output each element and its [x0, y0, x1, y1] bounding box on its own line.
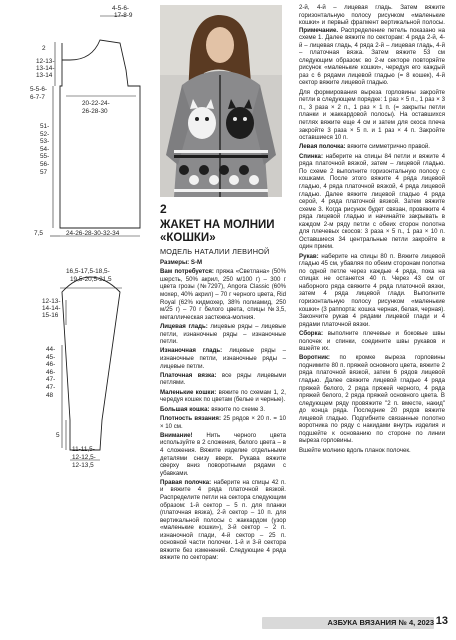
collar-text: по кромке выреза горловины поднимите 80 п. пряжей основного цвета, вяжите 2 ряда платочной вязкой, затем 6 рядов лицевой гладью. Далее свяжите лицевой гладью 4 ряда пряжей белого, 2 ряда пряжей черного, 4 ряда пряжей белого, 2 ряда пряжей основного цвета. В следующем ряду провяжите "2 п. вместе, накид" до конца ряда. Последние 20 рядов вяжите лицевой гладью. Подгибните связанные полотно воротника по ряду с накидами внутрь изделия и подшейте к основанию по стороне по линии выреза горловины.	[299, 354, 445, 445]
sleeve-label-left-c: 15-16	[42, 312, 59, 319]
assembly-text: выполните плечевые и боковые швы полочек и спинки, соедините швы рукавов и вшейте их.	[299, 329, 445, 353]
gauge-label: Плотность вязания:	[160, 414, 221, 422]
right-front-label: Правая полочка:	[160, 478, 212, 486]
materials-text: пряжа «Светлана» (50% шерсть, 50% акрил, 250 м/100 г) – 300 г цвета грозы (№7297), Angora Classic (60% мохер, 40% акрил) – 70 г черного цвета, Rid Royal (62% кидмохер, 38% полиамид, 250 м/25 г) – 70 г белого цвета, спицы №3,5, металлическая застежка-молния.	[160, 268, 286, 321]
article-title	[160, 219, 286, 245]
pattern-schematics	[0, 0, 152, 600]
sizes-paragraph	[160, 259, 286, 267]
stitch-big-cat-text: вяжите по схеме 3.	[209, 405, 266, 413]
sleeve-label-top-a: 16,5-17,5-18,5-	[66, 268, 110, 275]
article-number: 2	[160, 202, 167, 216]
sizes-value: S-M	[189, 259, 203, 266]
article-subtitle: МОДЕЛЬ НАТАЛИИ ЛЕВИНОЙ	[160, 247, 270, 256]
front-label-bottom: 24-26-28-30-32-34	[66, 230, 120, 237]
sleeve-length-1: 45-	[46, 353, 56, 361]
sleeve-dimension-lines	[60, 288, 122, 460]
note-text: Распределение петель показано на схеме 1. Далее вяжите по секторам: 4 ряда 2-й, 4-й – лицевая гладь, 4 ряда 2-й – лицевая гладь, 4-й – платочная вязка. Затем вяжите 53 см следующим образом: во 2-м секторе повторяйте рисунок «маленькие кошки», чередуя его каждый раз с 6 рядами лицевой гладью (= 8 кошек), 4-й сектор вяжите лицевой гладью.	[299, 26, 445, 87]
sleeve-label-bottom-c: 12-13,5	[72, 462, 94, 469]
sleeve-label-left-a: 12-13-	[42, 298, 61, 305]
neckline-paragraph: Для формирования выреза горловины закройте петли в следующем порядке: 1 раз × 5 п., 1 раз × 3 п., 3 раза × 2 п., 1 раз × 1 п. (= закрыты петли планки и жаккардовой полосы). На оставшихся петлях вяжите еще 4 см и затем для скоса плеча закройте 3 раза × 5 п. и 1 раз × 4 п. Закройте оставшиеся 10 п.	[299, 88, 445, 142]
sleeve-label-bottom-b: 12-12,5-	[72, 454, 96, 461]
sleeve-label-cuff: 5	[56, 432, 60, 439]
materials-label: Вам потребуется:	[160, 268, 214, 276]
right-front-text: наберите на спицы 42 п. и вяжите 4 ряда платочной вязкой. Распределите петли на сектора следующим образом: 1-й сектор – 5 п. для планки (платочная вязка), 2-й сектор – 10 п. для вертикальной полосы с жаккардом (узор «маленькие кошки»), 3-й сектор – 2 п. изнаночной глади, 4-й сектор – 25 п. основной части полочки. 1-й и 3-й сектора вяжите без изменений. Следующие 4 ряда вяжите по секторам:	[160, 478, 286, 562]
page-number: 13	[435, 615, 448, 627]
stitch-stockinette	[160, 323, 286, 346]
front-length-3: 54-	[40, 145, 50, 153]
continuation-paragraph	[299, 4, 445, 87]
front-label-inner-a: 20-22-24-	[82, 100, 110, 107]
front-label-bottom-left: 7,5	[34, 230, 43, 237]
front-length-6: 57	[40, 168, 48, 176]
article-column-left	[160, 200, 286, 564]
zipper-paragraph: Вшейте молнию вдоль планок полочек.	[299, 446, 411, 454]
article-title-line1: ЖАКЕТ НА МОЛНИИ	[160, 219, 275, 231]
article-title-line2: «КОШКИ»	[160, 232, 216, 244]
stitch-reverse	[160, 347, 286, 370]
continuation-text: 2-й, 4-й – лицевая гладь. Затем вяжите горизонтальную полосу рисунком «маленькие кошки» и первый фрагмент вертикальной полосы.	[299, 4, 445, 27]
sleeve-label: Рукав:	[299, 252, 319, 260]
materials-paragraph	[160, 268, 286, 321]
front-length-5: 56-	[40, 160, 50, 168]
assembly-label: Сборка:	[299, 329, 323, 337]
collar-paragraph	[299, 354, 445, 445]
front-label-left-b: 12-13-	[36, 58, 55, 65]
sleeve-label-bottom-a: 11-11,5-	[72, 446, 95, 453]
stitch-small-cats-text: вяжите по схемам 1, 2, чередуя кошек по цветам (белые и черные).	[160, 388, 287, 404]
sleeve-text: наберите на спицы 80 п. Вяжите лицевой гладью 45 см, убавляя по обеим сторонам полотна по одной петле через каждые 4 ряда, пока на спицах не останется 40 п. Через 43 см от наборного ряда свяжите 4 ряда платочной вязки, затем 4 ряда лицевой глади. Выполните горизонтальную полосу рисунком «маленькие кошки» (3 раппорта: кошка черная, белая, черная). Закончите рукав 4 рядами лицевой глади и 4 рядами платочной вязки.	[299, 252, 445, 328]
sleeve-length-4: 47-	[46, 376, 56, 384]
stitch-stockinette-label: Лицевая гладь:	[160, 322, 208, 330]
stitch-garter	[160, 372, 286, 387]
stitch-garter-text: все ряды лицевыми петлями.	[160, 371, 286, 387]
stitch-reverse-label: Изнаночная гладь:	[160, 347, 223, 355]
stitch-big-cat	[160, 406, 286, 414]
attention-text: Нить черного цвета используйте в 2 сложения, белого цвета – в 4 сложения. Вяжите изделие отдельными деталями снизу вверх. Рукава вяжите сверху вниз поворотными рядами с убавками.	[160, 431, 286, 477]
back-label: Спинка:	[299, 152, 323, 160]
front-label-top-a: 4-5-6-	[112, 5, 130, 12]
front-length-2: 53-	[40, 138, 50, 146]
left-front-text: вяжите симметрично правой.	[345, 143, 430, 151]
front-label-top-b: 17-8-9	[114, 12, 133, 19]
left-front-paragraph	[299, 143, 445, 151]
stitch-reverse-text: лицевые ряды – изнаночные петли, изнаночные ряды – лицевые петли.	[160, 347, 286, 370]
front-piece-outline	[60, 40, 140, 228]
right-front-paragraph	[160, 479, 286, 562]
assembly-paragraph	[299, 330, 445, 353]
sleeve-length-5: 47-	[46, 383, 56, 391]
front-label-left-d: 13-14	[36, 72, 53, 79]
stitch-garter-label: Платочная вязка:	[160, 371, 217, 379]
model-photo	[160, 5, 282, 197]
attention-label: Внимание!	[160, 431, 193, 439]
magazine-name: АЗБУКА ВЯЗАНИЯ № 4, 2023	[327, 618, 434, 627]
front-length-4: 55-	[40, 153, 50, 161]
front-label-left-a: 2	[42, 45, 46, 52]
stitch-stockinette-text: лицевые ряды – лицевые петли, изнаночные ряды – изнаночные петли.	[160, 322, 286, 346]
front-label-left-c: 13-14-	[36, 65, 55, 72]
back-paragraph	[299, 153, 445, 251]
front-length-values	[40, 123, 49, 176]
front-label-left-e: 5-5-6-	[30, 86, 48, 93]
article-column-right	[299, 4, 445, 456]
stitch-small-cats	[160, 389, 286, 404]
front-label-inner-b: 26-28-30	[82, 108, 108, 115]
sleeve-length-3: 46-	[46, 368, 56, 376]
sleeve-label-top-b: 19,5-20,5-21,5	[70, 276, 112, 283]
sleeve-piece-outline	[62, 277, 120, 450]
stitch-big-cat-label: Большая кошка:	[160, 405, 210, 413]
schematic-drawing	[0, 0, 152, 600]
sleeve-length-6: 48	[46, 391, 54, 399]
front-length-1: 52-	[40, 130, 50, 138]
photo-illustration	[160, 5, 282, 197]
gauge-text: 25 рядов × 20 п. = 10 × 10 см.	[160, 414, 286, 430]
sleeve-paragraph	[299, 253, 445, 328]
collar-label: Воротник:	[299, 354, 330, 362]
sleeve-length-0: 44-	[46, 346, 56, 353]
left-front-label: Левая полочка:	[299, 143, 346, 151]
sizes-label: Размеры:	[160, 259, 190, 266]
gauge-paragraph	[160, 415, 286, 430]
sleeve-length-2: 46-	[46, 361, 56, 369]
sleeve-length-values	[46, 346, 55, 399]
sleeve-label-left-b: 14-14-	[42, 305, 61, 312]
attention-paragraph	[160, 432, 286, 477]
back-text: наберите на спицы 84 петли и вяжите 4 ряда платочной вязкой, затем – лицевой гладью. По схеме 2 выполните горизонтальную полосу с кошками. После этого вяжите 4 ряда лицевой гладью, 4 ряда платочной вязкой, 4 ряда лицевой гладью. Далее вяжите лицевой гладью 4 ряда серой, 4 ряда платочной вязкой. Затем вяжите схеме 3. Когда рисунок будет связан, провяжите 4 ряда лицевой гладью и начинайте закрывать в каждом 2-м ряду петли с обеих сторон полотна для плечевых скосов: 3 раза × 5 п., 1 раз × 10 п. Оставшиеся 34 центральные петли закройте в один прием.	[299, 152, 445, 251]
note-label: Примечание.	[299, 26, 339, 34]
front-label-left-f: 6-7-7	[30, 94, 45, 101]
stitch-small-cats-label: Маленькие кошки:	[160, 388, 217, 396]
front-length-0: 51-	[40, 123, 50, 130]
